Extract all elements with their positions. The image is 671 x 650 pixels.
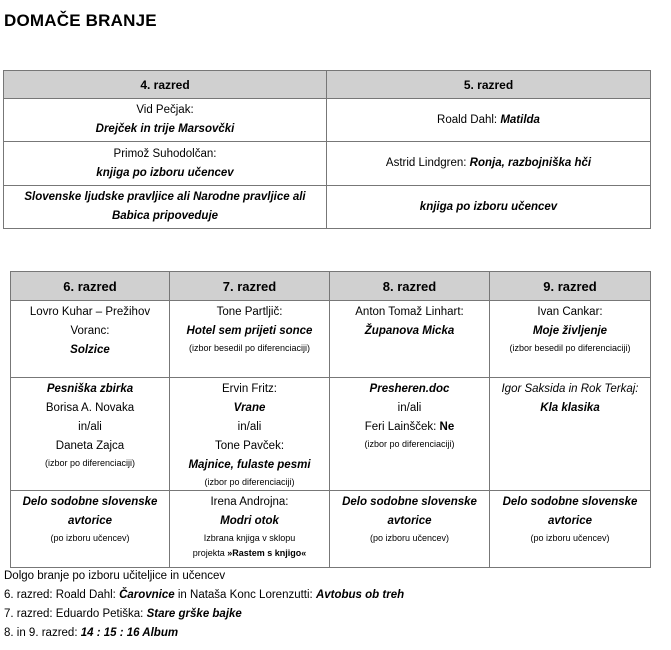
book-title: Drejček in trije Marsovčki <box>95 123 235 135</box>
table-header-row <box>11 272 651 301</box>
note: (po izboru učencev) <box>530 533 610 543</box>
book-title: Solzice <box>70 344 110 356</box>
author: Voranc: <box>70 325 110 337</box>
table-row <box>11 491 651 568</box>
book-title: Matilda <box>500 113 540 126</box>
book-title: 14 : 15 : 16 Album <box>80 627 179 639</box>
author: Ivan Cankar: <box>537 306 603 318</box>
note-text: 8. in 9. razred: <box>4 627 81 639</box>
book-title: Čarovnice <box>119 589 175 601</box>
table-cell <box>327 186 651 229</box>
table-cell <box>170 378 330 491</box>
book-title: Pesniška zbirka <box>46 383 134 395</box>
table-cell <box>327 142 651 186</box>
author: Tone Pavček: <box>214 440 285 452</box>
header-grade-4: 4. razred <box>4 71 327 99</box>
table-cell <box>4 142 327 186</box>
note: (izbor besedil po diferenciaciji) <box>188 343 311 353</box>
book-title: avtorice <box>387 515 432 527</box>
header-grade-7: 7. razred <box>170 272 330 301</box>
table-cell <box>170 491 330 568</box>
table-header-row <box>4 71 651 99</box>
author: Irena Androjna: <box>210 496 289 508</box>
book-title: Delo sodobne slovenske <box>22 496 158 508</box>
author: Roald Dahl: <box>437 113 498 126</box>
book-title: Avtobus ob treh <box>315 589 405 601</box>
table-cell <box>490 378 651 491</box>
book-title: Presheren.doc <box>369 383 450 395</box>
note: Izbrana knjiga v sklopu <box>203 533 296 543</box>
author: Feri Lainšček: <box>364 421 437 433</box>
book-title: Hotel sem prijeti sonce <box>186 325 313 337</box>
note: (izbor besedil po diferenciaciji) <box>509 343 631 353</box>
author: Tone Partljič: <box>216 306 283 318</box>
book-title: Babica pripoveduje <box>111 210 219 222</box>
book-title: Delo sodobne slovenske <box>342 496 477 508</box>
note-line <box>4 605 404 624</box>
note: projekta <box>192 548 228 558</box>
book-title: Modri otok <box>220 515 279 527</box>
note: (izbor po diferenciaciji) <box>44 458 136 468</box>
table-cell <box>327 99 651 142</box>
note-text: 6. razred: Roald Dahl: <box>4 589 120 601</box>
note-text: 7. razred: Eduardo Petiška: <box>4 608 147 620</box>
note-text: in Nataša Konc Lorenzutti: <box>174 589 316 601</box>
header-grade-5: 5. razred <box>327 71 651 99</box>
table-cell <box>11 378 170 491</box>
book-title: Županova Micka <box>364 325 455 337</box>
book-title: avtorice <box>547 515 593 527</box>
table-cell <box>330 301 490 378</box>
author: Ervin Fritz: <box>222 383 277 395</box>
book-title: Vrane <box>233 402 266 414</box>
table-row <box>11 301 651 378</box>
note: (izbor po diferenciaciji) <box>364 439 455 449</box>
table-row <box>11 378 651 491</box>
book-title: knjiga po izboru učencev <box>419 200 558 213</box>
note: (izbor po diferenciaciji) <box>204 477 295 487</box>
conjunction: in/ali <box>78 421 102 433</box>
note-line <box>4 586 404 605</box>
reading-notes <box>4 567 404 643</box>
book-title: Ronja, razbojniška hči <box>469 157 592 169</box>
table-row <box>4 99 651 142</box>
table-cell <box>4 186 327 229</box>
author: Astrid Lindgren: <box>385 157 467 169</box>
project-name: »Rastem s knjigo« <box>227 548 307 558</box>
book-title: Ne <box>439 421 455 433</box>
page-title: DOMAČE BRANJE <box>4 11 157 30</box>
book-title: Majnice, fulaste pesmi <box>188 459 311 471</box>
header-grade-8: 8. razred <box>330 272 490 301</box>
header-grade-6: 6. razred <box>11 272 170 301</box>
table-row <box>4 142 651 186</box>
book-title: Delo sodobne slovenske <box>502 496 638 508</box>
author: Anton Tomaž Linhart: <box>355 306 464 318</box>
conjunction: in/ali <box>397 402 422 414</box>
author: Lovro Kuhar – Prežihov <box>29 306 151 318</box>
book-title: Slovenske ljudske pravljice ali Narodne pravljice ali <box>24 191 306 203</box>
table-cell <box>330 491 490 568</box>
book-title: Moje življenje <box>532 325 608 337</box>
author: Igor Saksida in Rok Terkaj: <box>501 383 639 395</box>
conjunction: in/ali <box>237 421 262 433</box>
table-grades-4-5 <box>3 70 651 229</box>
note-line <box>4 624 404 643</box>
header-grade-9: 9. razred <box>490 272 651 301</box>
table-row <box>4 186 651 229</box>
author: Vid Pečjak: <box>136 104 194 116</box>
table-cell <box>330 378 490 491</box>
table-cell <box>4 99 327 142</box>
note: (po izboru učencev) <box>50 533 130 543</box>
table-cell <box>11 491 170 568</box>
table-cell <box>490 491 651 568</box>
author: Primož Suhodolčan: <box>113 147 217 160</box>
note-line: Dolgo branje po izboru učiteljice in učencev <box>4 570 226 582</box>
table-cell <box>490 301 651 378</box>
book-title: avtorice <box>67 515 113 527</box>
book-title: Stare grške bajke <box>146 608 242 620</box>
table-grades-6-9 <box>10 271 651 568</box>
table-cell <box>170 301 330 378</box>
author: Borisa A. Novaka <box>45 402 135 414</box>
author: Daneta Zajca <box>55 440 125 452</box>
book-title: knjiga po izboru učencev <box>96 166 234 179</box>
table-cell <box>11 301 170 378</box>
note: (po izboru učencev) <box>369 533 450 543</box>
book-title: Kla klasika <box>540 402 600 414</box>
